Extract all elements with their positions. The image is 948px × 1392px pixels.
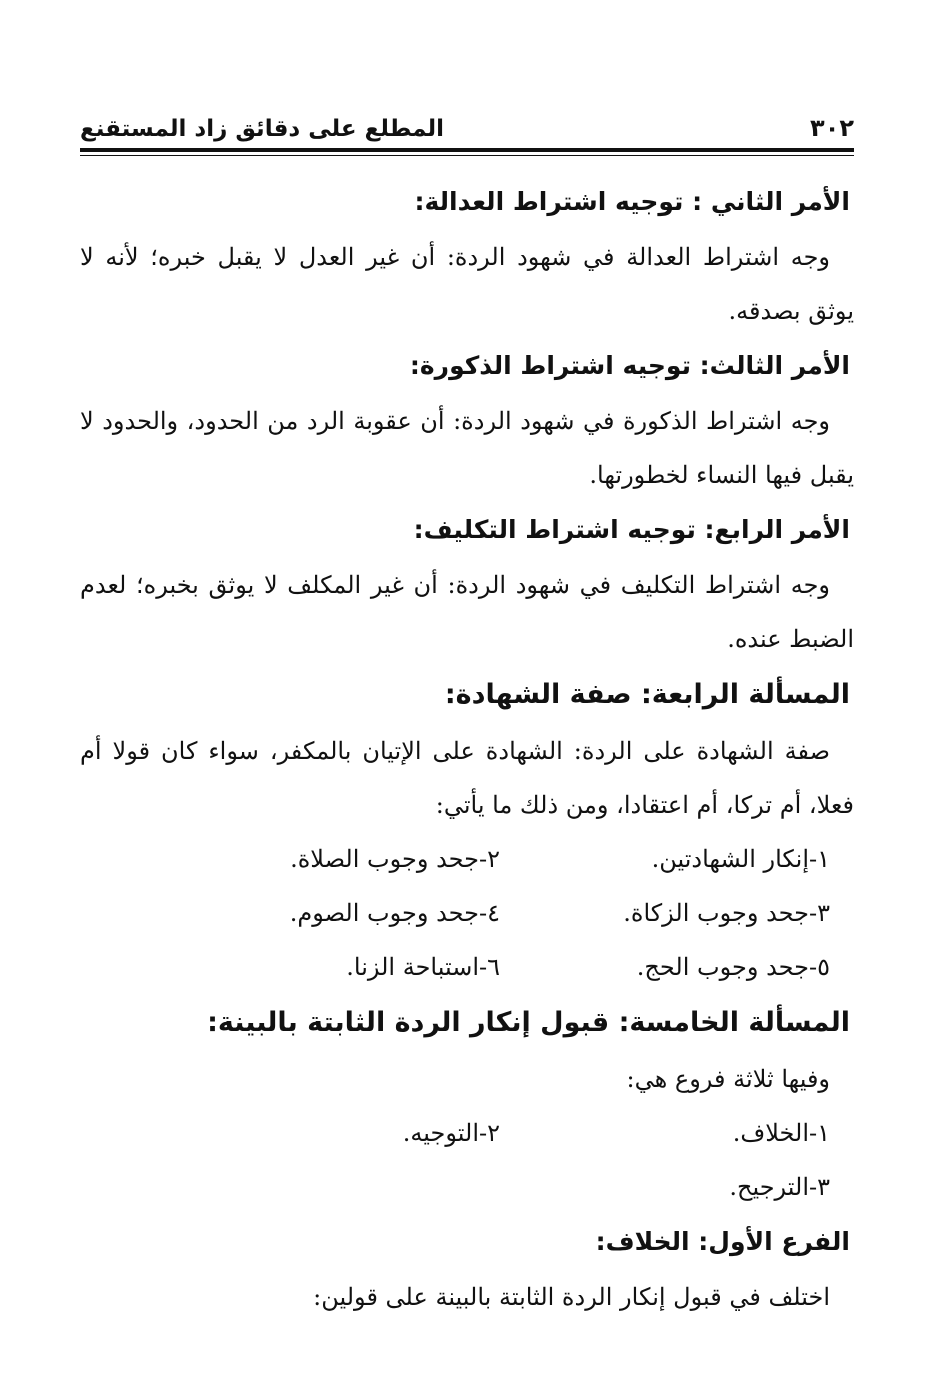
list-branches	[80, 1106, 854, 1214]
paragraph-third-matter: وجه اشتراط الذكورة في شهود الردة: أن عقوبة الرد من الحدود، والحدود لا يقبل فيها النساء لخطورتها.	[80, 407, 854, 489]
list-kufr-acts	[80, 832, 854, 994]
list-row	[80, 1160, 854, 1214]
paragraph-issue-four: صفة الشهادة على الردة: الشهادة على الإتيان بالمكفر، سواء كان قولا أم فعلا، أم تركا، أم اعتقادا، ومن ذلك ما يأتي:	[80, 737, 854, 819]
list-row	[80, 832, 854, 886]
heading-issue-four: المسألة الرابعة: صفة الشهادة:	[444, 679, 850, 710]
paragraph-issue-five: وفيها ثلاثة فروع هي:	[626, 1065, 830, 1093]
list-item: ٤-جحد وجوب الصوم.	[289, 899, 500, 927]
list-item: ١-الخلاف.	[732, 1119, 830, 1147]
list-item: ١-إنكار الشهادتين.	[651, 845, 830, 873]
heading-issue-five: المسألة الخامسة: قبول إنكار الردة الثابتة بالبينة:	[207, 1007, 850, 1038]
list-row	[80, 1106, 854, 1160]
list-item: ٢-جحد وجوب الصلاة.	[290, 845, 500, 873]
list-item: ٥-جحد وجوب الحج.	[636, 953, 830, 981]
list-item: ٢-التوجيه.	[402, 1119, 500, 1147]
header-rule-thick	[80, 148, 854, 152]
paragraph-fourth-matter: وجه اشتراط التكليف في شهود الردة: أن غير المكلف لا يوثق بخبره؛ لعدم الضبط عنده.	[80, 571, 854, 653]
page-content	[80, 174, 854, 1324]
heading-second-matter: الأمر الثاني : توجيه اشتراط العدالة:	[414, 187, 850, 216]
running-title: المطلع على دقائق زاد المستقنع	[80, 116, 445, 142]
list-row	[80, 886, 854, 940]
list-item: ٣-جحد وجوب الزكاة.	[623, 899, 830, 927]
list-item: ٣-الترجيح.	[729, 1173, 830, 1201]
paragraph-second-matter: وجه اشتراط العدالة في شهود الردة: أن غير العدل لا يقبل خبره؛ لأنه لا يوثق بصدقه.	[80, 243, 854, 325]
running-header	[80, 100, 854, 142]
header-rule-thin	[80, 155, 854, 156]
heading-third-matter: الأمر الثالث: توجيه اشتراط الذكورة:	[409, 351, 850, 380]
heading-fourth-matter: الأمر الرابع: توجيه اشتراط التكليف:	[413, 515, 850, 544]
heading-branch-one: الفرع الأول: الخلاف:	[595, 1227, 850, 1256]
list-row	[80, 940, 854, 994]
list-item: ٦-استباحة الزنا.	[346, 953, 500, 981]
page-number: ٣٠٢	[810, 114, 854, 142]
paragraph-branch-one: اختلف في قبول إنكار الردة الثابتة بالبينة على قولين:	[313, 1283, 830, 1311]
